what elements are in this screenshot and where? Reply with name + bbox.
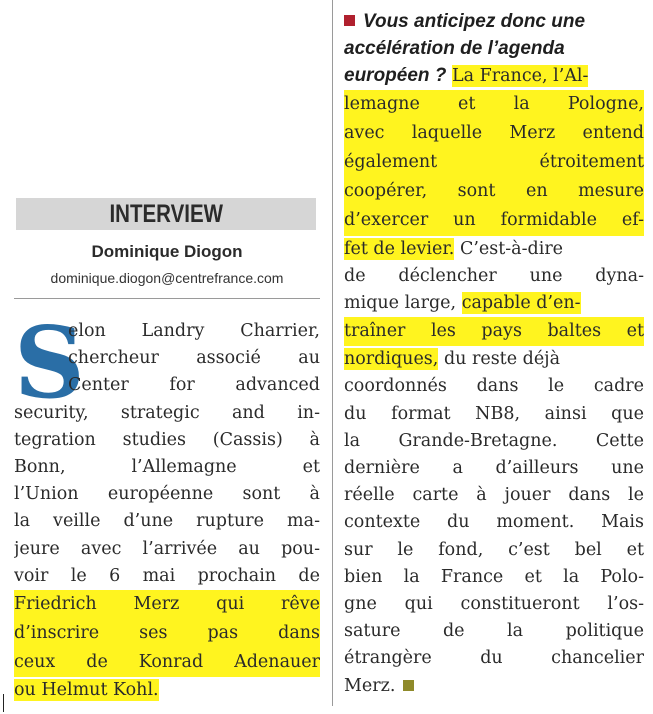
text-line: Bonn, l’Allemagne et <box>14 456 320 477</box>
end-marker-icon <box>403 680 414 691</box>
text-line: elon Landry Charrier, <box>68 321 320 341</box>
text-line: du format NB8, ainsi que <box>344 403 644 424</box>
text-line: l’Union européenne sont à <box>14 484 320 505</box>
highlighted-line: d’exercer un formidable ef- <box>344 206 644 235</box>
text-line: gne qui constitueront l’os- <box>344 593 644 614</box>
author-name: Dominique Diogon <box>91 242 243 261</box>
highlight-span: capable d’en- <box>461 292 581 313</box>
mixed-line: fet de levier. C’est-à-dire <box>344 238 564 259</box>
text-line: la Grande-Bretagne. Cette <box>344 430 644 451</box>
text-line: réelle carte à jouer dans le <box>344 485 644 506</box>
section-label: INTERVIEW <box>109 199 223 228</box>
highlighted-line: avec laquelle Merz entend <box>344 119 644 148</box>
highlight-span: fet de levier. <box>344 238 455 259</box>
text-line: contexte du moment. Mais <box>344 512 644 533</box>
text-line: bien la France et la Polo- <box>344 566 644 587</box>
text-line: étrangère du chancelier <box>344 648 644 669</box>
intro-paragraph <box>14 306 320 705</box>
author-divider <box>14 298 320 299</box>
highlighted-line: lemagne et la Pologne, <box>344 90 644 119</box>
text-line: chercheur associé au <box>68 348 320 369</box>
text-line: Merz. <box>344 673 644 700</box>
text-line: dernière a d’ailleurs une <box>344 458 644 478</box>
highlighted-line: ceux de Konrad Adenauer <box>14 648 320 677</box>
question-answer-line: européen ? La France, l’Al- <box>344 65 589 87</box>
highlighted-line: Friedrich Merz qui rêve <box>14 590 320 619</box>
mixed-line: nordiques, du reste déjà <box>344 349 561 370</box>
highlighted-line: d’inscrire ses pas dans <box>14 619 320 648</box>
mixed-line: mique large, capable d’en- <box>344 292 581 313</box>
highlighted-line: traîner les pays baltes et <box>344 317 644 346</box>
dropcap-letter: S <box>14 306 85 421</box>
text-line: sur le fond, c’est bel et <box>344 539 644 560</box>
highlight-span: La France, l’Al- <box>451 66 589 87</box>
highlight-span: ou Helmut Kohl. <box>14 680 159 701</box>
text-cursor-icon <box>3 694 4 712</box>
highlighted-line: également étroitement <box>344 148 644 177</box>
question-marker-icon <box>344 15 355 26</box>
highlight-span: nordiques, <box>344 349 439 370</box>
column-divider <box>332 0 333 706</box>
text-line: coordonnés dans le cadre <box>344 376 644 397</box>
text-line: de déclencher une dyna- <box>344 265 644 286</box>
question-line: accélération de l’agenda <box>344 38 565 60</box>
text-line: jeure avec l’arrivée au pou- <box>14 538 320 559</box>
highlighted-line: coopérer, sont en mesure <box>344 177 644 206</box>
right-column <box>344 8 644 700</box>
text-line: sature de la politique <box>344 621 644 642</box>
author-email: dominique.diogon@centrefrance.com <box>50 270 284 286</box>
highlighted-line <box>14 677 320 704</box>
text-line: security, strategic and in- <box>14 402 320 423</box>
text-line: Center for advanced <box>68 375 320 396</box>
text-line: voir le 6 mai prochain de <box>14 565 320 586</box>
section-header-band <box>16 198 316 230</box>
text-line: la veille d’une rupture ma- <box>14 511 320 532</box>
question-line: Vous anticipez donc une <box>344 8 644 35</box>
text-line: tegration studies (Cassis) à <box>14 429 320 450</box>
